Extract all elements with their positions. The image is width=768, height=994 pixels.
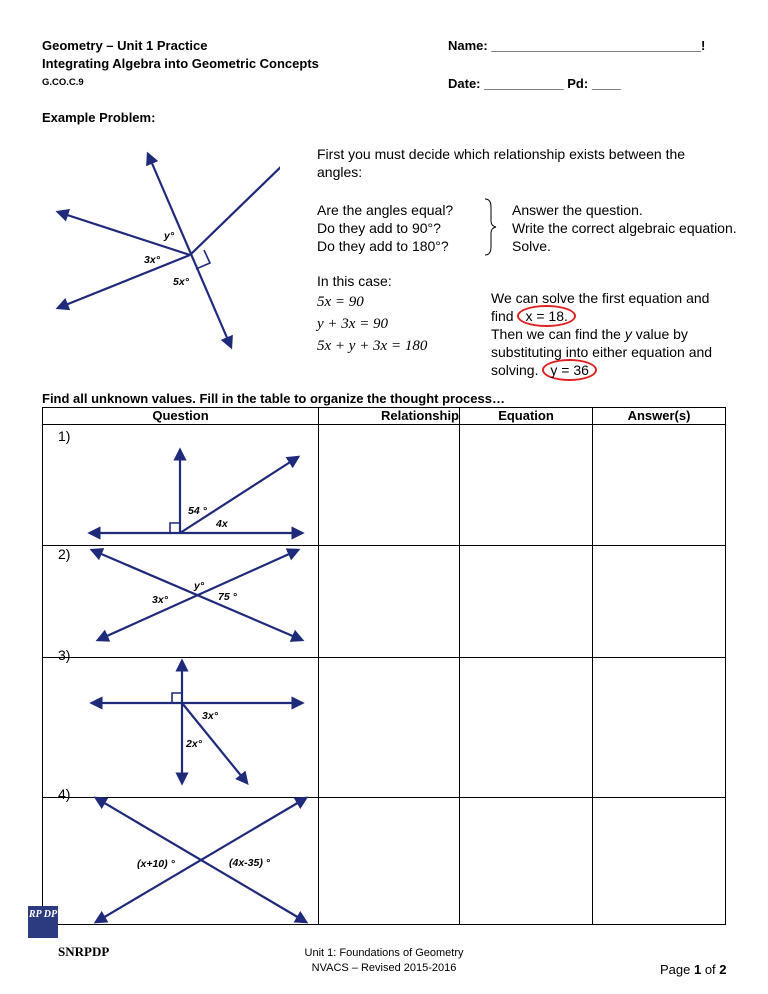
table-header-row [43,408,726,425]
problem-1-diagram [80,440,310,540]
instructions: Find all unknown values. Fill in the table to organize the thought process… [42,391,505,406]
y-answer-circled: y = 36 [542,359,597,381]
angle-label-3x: 3x° [152,594,168,606]
solution-explanation: We can solve the first equation and find x = 18. Then we can find the y value by substituting into either equation and solving. y = 36 [491,289,731,379]
angle-label-54: 54 ° [188,505,207,517]
angle-label-5x: 5x° [173,276,189,288]
problem-3-diagram [80,655,310,790]
angle-label-2x: 2x° [186,738,202,750]
date-period-field[interactable]: Date: ___________ Pd: ____ [448,76,621,91]
solution-steps: Answer the question. Write the correct algebraic equation. Solve. [512,202,737,254]
case-label: In this case: [317,273,392,289]
footer-center: Unit 1: Foundations of Geometry NVACS – Revised 2015-2016 [304,947,464,974]
header-answers: Answer(s) [593,408,726,425]
equation-cell[interactable] [460,546,593,658]
standard-code: G.CO.C.9 [42,77,84,88]
angle-label-y: y° [164,230,175,242]
angle-label-3x: 3x° [144,254,160,266]
answer-cell[interactable] [593,798,726,925]
angle-label-3x: 3x° [202,710,218,722]
snrpdp-logo-text: SNRPDP [58,944,110,959]
curly-brace [482,197,502,257]
equation-cell[interactable] [460,798,593,925]
angle-label-4x-minus-35: (4x-35) ° [229,857,270,869]
relationship-cell[interactable] [319,425,460,546]
answer-cell[interactable] [593,425,726,546]
equation-cell[interactable] [460,658,593,798]
relationship-cell[interactable] [319,798,460,925]
equation-cell[interactable] [460,425,593,546]
worksheet-subtitle: Integrating Algebra into Geometric Concepts [42,56,319,71]
angle-label-75: 75 ° [218,591,237,603]
name-field[interactable]: Name: _____________________________! [448,38,706,53]
angle-label-4x: 4x [216,518,228,530]
page-number: Page 1 of 2 [660,962,727,977]
example-intro: First you must decide which relationship exists between the angles: [317,146,686,180]
answer-cell[interactable] [593,546,726,658]
answer-cell[interactable] [593,658,726,798]
angle-label-y: y° [194,580,205,592]
example-angle-diagram [40,140,280,360]
header-equation: Equation [460,408,593,425]
question-number: 3) [58,647,71,663]
question-number: 1) [58,428,71,444]
problem-4-diagram [80,790,320,930]
example-heading: Example Problem: [42,110,156,125]
angle-label-x-plus-10: (x+10) ° [137,858,175,870]
relationship-questions: Are the angles equal? Do they add to 90°? Do they add to 180°? [317,202,454,254]
question-number: 2) [58,546,71,562]
worksheet-title: Geometry – Unit 1 Practice [42,38,208,53]
relationship-cell[interactable] [319,658,460,798]
example-equations: 5x = 90 y + 3x = 90 5x + y + 3x = 180 [317,294,428,354]
rpdp-logo: RP DP [28,906,58,938]
header-relationship: Relationship [319,408,460,425]
relationship-cell[interactable] [319,546,460,658]
problem-2-diagram [80,540,310,650]
header-question: Question [43,408,319,425]
x-answer-circled: x = 18. [517,305,575,327]
question-number: 4) [58,786,71,802]
